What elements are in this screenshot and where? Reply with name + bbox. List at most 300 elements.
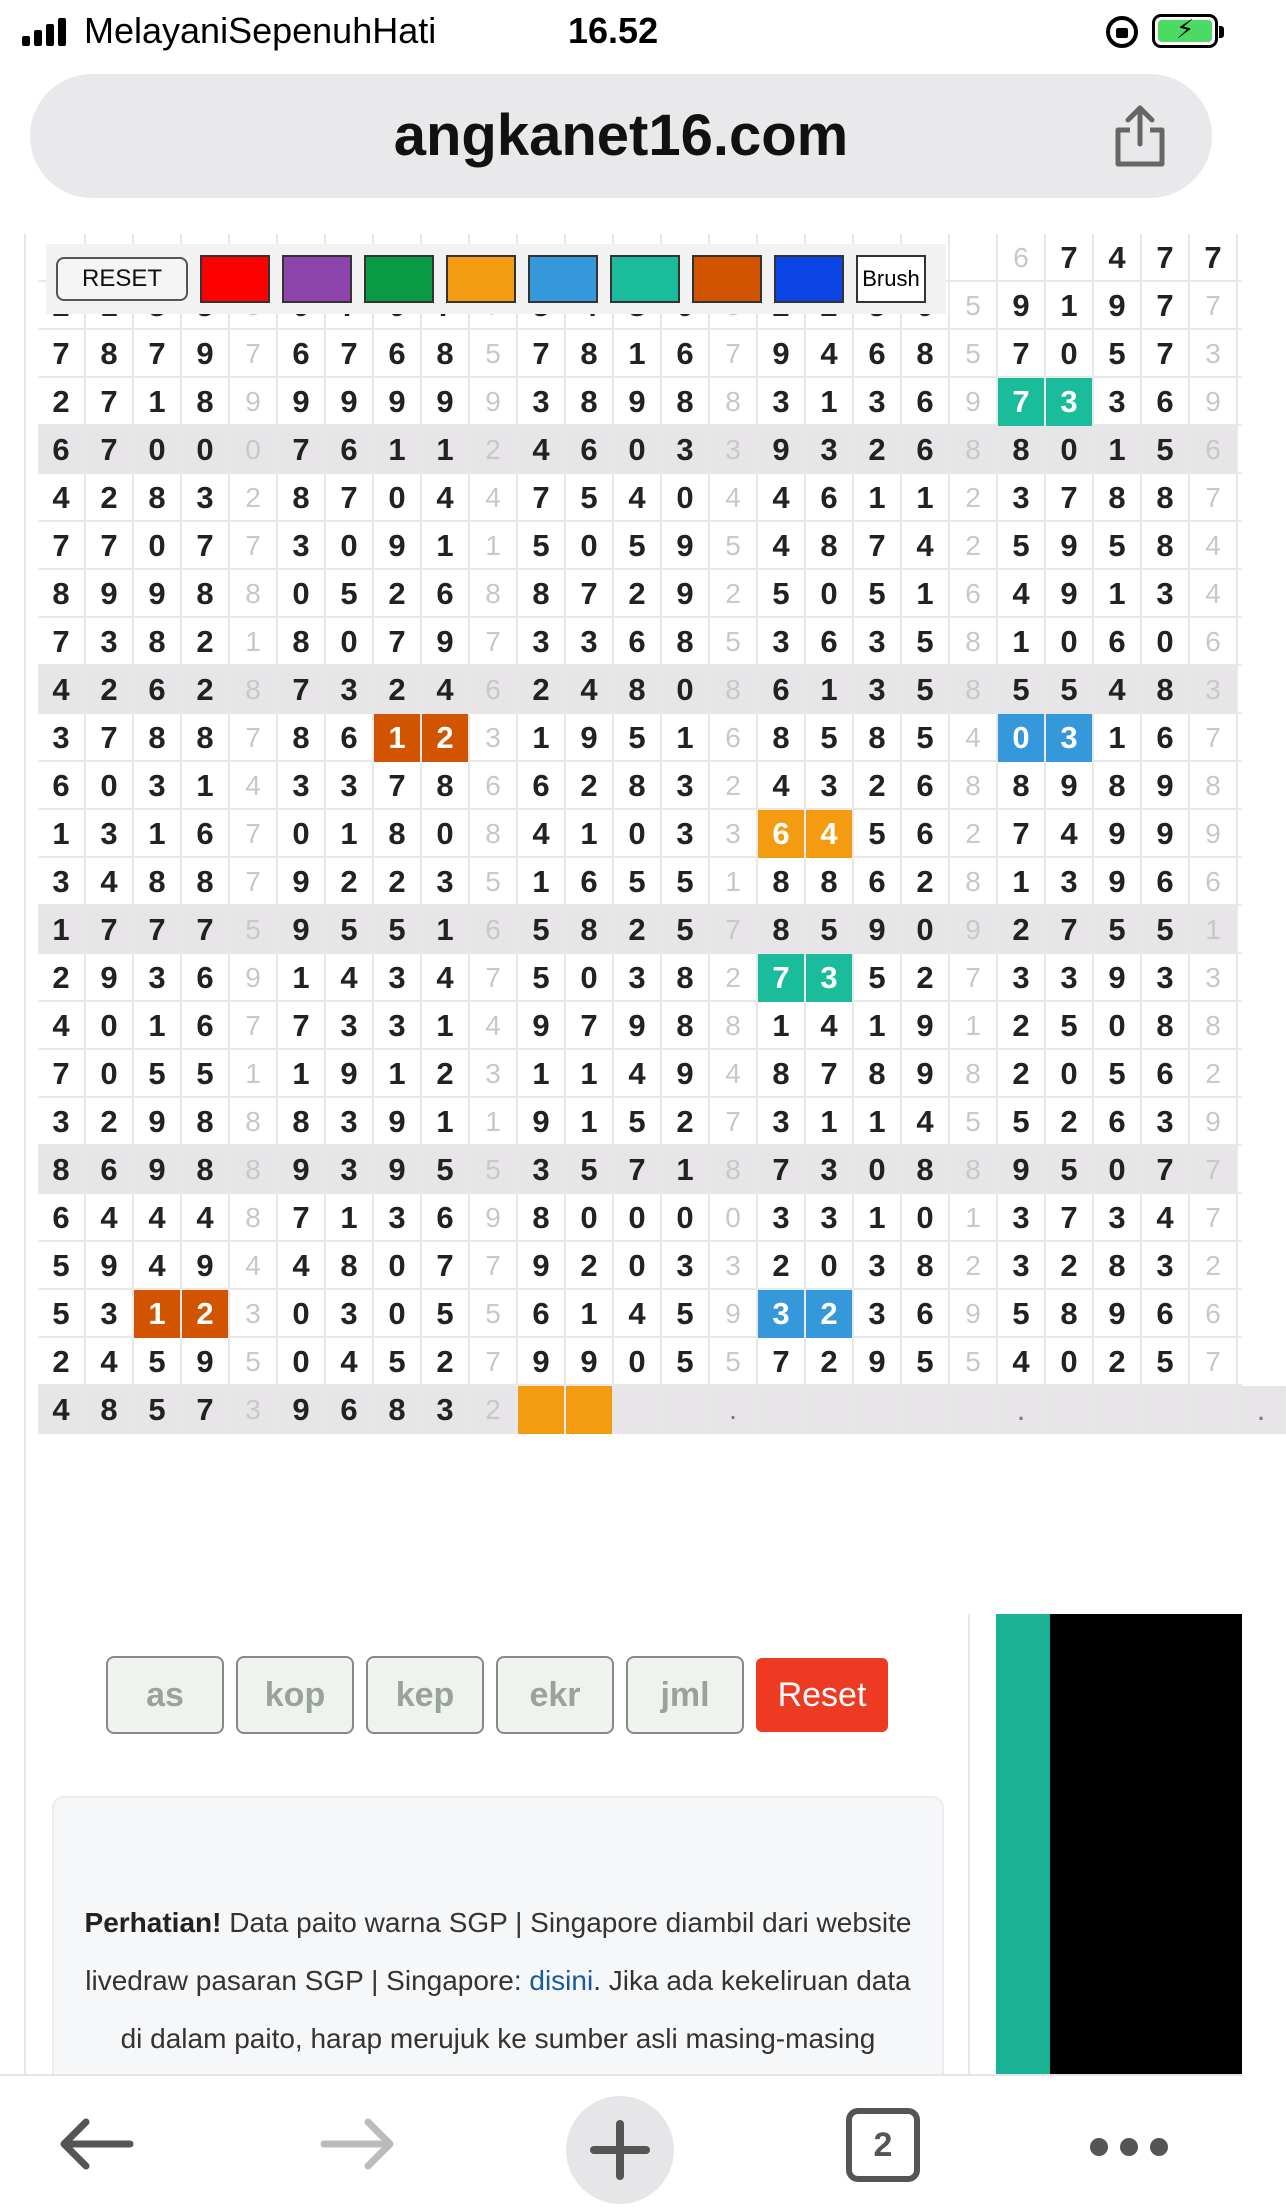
paito-cell[interactable]: 1 — [806, 1098, 854, 1146]
paito-cell[interactable]: 6 — [1190, 618, 1238, 666]
paito-cell[interactable]: 5 — [950, 282, 998, 330]
paito-cell[interactable]: 5 — [614, 1098, 662, 1146]
paito-cell[interactable]: 9 — [230, 954, 278, 1002]
paito-cell[interactable]: 7 — [38, 330, 86, 378]
paito-cell[interactable]: 2 — [326, 858, 374, 906]
paito-cell[interactable]: 5 — [710, 1338, 758, 1386]
paito-cell[interactable]: 9 — [374, 1098, 422, 1146]
paito-cell[interactable] — [806, 1386, 854, 1434]
paito-cell[interactable]: 8 — [902, 1146, 950, 1194]
paito-cell[interactable]: 5 — [998, 522, 1046, 570]
paito-cell[interactable]: 8 — [566, 378, 614, 426]
paito-cell[interactable]: 4 — [518, 810, 566, 858]
paito-cell[interactable]: 6 — [902, 426, 950, 474]
paito-cell[interactable]: 6 — [1190, 858, 1238, 906]
paito-cell[interactable]: 1 — [566, 1290, 614, 1338]
paito-cell[interactable]: 8 — [134, 858, 182, 906]
paito-cell[interactable]: 3 — [806, 954, 854, 1002]
paito-cell[interactable]: 9 — [1190, 378, 1238, 426]
paito-cell[interactable]: 1 — [902, 570, 950, 618]
paito-cell[interactable]: 9 — [230, 378, 278, 426]
paito-cell[interactable]: 9 — [326, 1050, 374, 1098]
paito-cell[interactable]: 1 — [374, 1050, 422, 1098]
paito-cell[interactable]: 3 — [806, 1146, 854, 1194]
paito-cell[interactable] — [1190, 1386, 1238, 1434]
paito-cell[interactable]: 0 — [902, 906, 950, 954]
paito-cell[interactable]: 6 — [662, 330, 710, 378]
paito-cell[interactable]: 7 — [1190, 1338, 1238, 1386]
paito-cell[interactable]: 4 — [998, 570, 1046, 618]
paito-cell[interactable]: 2 — [806, 1290, 854, 1338]
paito-cell[interactable]: 6 — [902, 810, 950, 858]
swatch-red[interactable] — [200, 255, 270, 303]
paito-cell[interactable]: 6 — [902, 378, 950, 426]
paito-cell[interactable]: 9 — [662, 1050, 710, 1098]
paito-cell[interactable]: 5 — [182, 1050, 230, 1098]
paito-cell[interactable] — [1142, 1386, 1190, 1434]
paito-cell[interactable]: 7 — [1190, 282, 1238, 330]
paito-cell[interactable]: 4 — [710, 1050, 758, 1098]
paito-cell[interactable]: 7 — [1190, 1194, 1238, 1242]
paito-cell[interactable]: 0 — [710, 1194, 758, 1242]
paito-cell[interactable]: 8 — [998, 426, 1046, 474]
paito-cell[interactable]: 5 — [806, 906, 854, 954]
paito-cell[interactable]: 0 — [566, 522, 614, 570]
paito-cell[interactable]: 1 — [902, 474, 950, 522]
paito-cell[interactable]: 6 — [566, 426, 614, 474]
paito-cell[interactable]: 0 — [1046, 1338, 1094, 1386]
paito-cell[interactable]: 9 — [902, 1050, 950, 1098]
paito-cell[interactable]: 3 — [182, 474, 230, 522]
paito-cell[interactable]: 3 — [758, 1194, 806, 1242]
paito-cell[interactable]: 4 — [614, 474, 662, 522]
paito-cell[interactable]: 2 — [902, 954, 950, 1002]
paito-cell[interactable]: 4 — [470, 1002, 518, 1050]
paito-cell[interactable]: 3 — [326, 1146, 374, 1194]
paito-cell[interactable]: 5 — [854, 570, 902, 618]
paito-cell[interactable]: 1 — [854, 1098, 902, 1146]
paito-cell[interactable]: 0 — [806, 570, 854, 618]
paito-cell[interactable]: 0 — [614, 426, 662, 474]
paito-cell[interactable]: 7 — [998, 810, 1046, 858]
paito-cell[interactable]: 5 — [518, 522, 566, 570]
paito-cell[interactable]: 6 — [326, 426, 374, 474]
paito-cell[interactable]: 3 — [1190, 330, 1238, 378]
paito-cell[interactable]: 5 — [1094, 522, 1142, 570]
paito-cell[interactable]: 0 — [614, 1242, 662, 1290]
paito-cell[interactable]: 3 — [710, 1242, 758, 1290]
paito-cell[interactable]: 6 — [1142, 1050, 1190, 1098]
paito-cell[interactable]: 7 — [134, 906, 182, 954]
paito-cell[interactable]: 4 — [86, 858, 134, 906]
paito-cell[interactable]: 1 — [854, 1002, 902, 1050]
paito-cell[interactable]: 2 — [950, 1242, 998, 1290]
paito-cell[interactable]: 7 — [134, 330, 182, 378]
paito-cell[interactable]: 0 — [662, 1194, 710, 1242]
paito-cell[interactable]: 7 — [86, 522, 134, 570]
paito-cell[interactable]: 4 — [806, 810, 854, 858]
paito-cell[interactable]: 7 — [86, 378, 134, 426]
paito-cell[interactable]: 6 — [1094, 618, 1142, 666]
paito-cell[interactable]: 5 — [422, 1146, 470, 1194]
paito-cell[interactable]: 1 — [182, 762, 230, 810]
paito-cell[interactable]: 3 — [758, 378, 806, 426]
paito-cell[interactable]: 6 — [1190, 426, 1238, 474]
paito-cell[interactable]: 3 — [38, 858, 86, 906]
paito-cell[interactable]: 8 — [230, 666, 278, 714]
paito-cell[interactable]: 6 — [470, 762, 518, 810]
paito-cell[interactable]: 8 — [662, 1002, 710, 1050]
paito-cell[interactable]: 8 — [518, 1194, 566, 1242]
paito-cell[interactable]: 9 — [1094, 858, 1142, 906]
paito-cell[interactable]: 6 — [422, 570, 470, 618]
paito-cell[interactable]: 6 — [182, 810, 230, 858]
paito-cell[interactable]: 2 — [38, 378, 86, 426]
paito-cell[interactable]: 6 — [758, 810, 806, 858]
paito-cell[interactable]: 5 — [230, 906, 278, 954]
paito-cell[interactable]: 8 — [422, 762, 470, 810]
paito-cell[interactable]: 4 — [1094, 666, 1142, 714]
paito-cell[interactable]: 0 — [230, 426, 278, 474]
paito-cell[interactable]: 4 — [806, 1002, 854, 1050]
paito-cell[interactable]: 1 — [758, 1002, 806, 1050]
paito-cell[interactable]: 3 — [854, 618, 902, 666]
paito-cell[interactable] — [518, 1386, 566, 1434]
paito-cell[interactable]: 1 — [326, 810, 374, 858]
paito-cell[interactable]: 6 — [950, 570, 998, 618]
paito-cell[interactable]: 1 — [998, 618, 1046, 666]
paito-cell[interactable]: 5 — [38, 1242, 86, 1290]
paito-cell[interactable]: 7 — [230, 810, 278, 858]
paito-cell[interactable]: 9 — [566, 714, 614, 762]
paito-cell[interactable]: 0 — [1094, 1002, 1142, 1050]
paito-cell[interactable]: 0 — [854, 1146, 902, 1194]
paito-cell[interactable]: 4 — [806, 330, 854, 378]
paito-cell[interactable]: 4 — [950, 714, 998, 762]
paito-cell[interactable]: 3 — [470, 714, 518, 762]
paito-cell[interactable]: 0 — [278, 1290, 326, 1338]
paito-cell[interactable]: 1 — [518, 714, 566, 762]
paito-cell[interactable]: 3 — [998, 474, 1046, 522]
paito-cell[interactable]: 8 — [86, 1386, 134, 1434]
paito-cell[interactable]: 3 — [374, 1002, 422, 1050]
paito-cell[interactable]: 5 — [134, 1338, 182, 1386]
paito-cell[interactable]: 2 — [422, 1050, 470, 1098]
paito-cell[interactable]: 2 — [182, 1290, 230, 1338]
paito-cell[interactable]: 2 — [422, 714, 470, 762]
paito-cell[interactable]: 9 — [134, 570, 182, 618]
paito-cell[interactable]: 5 — [950, 1338, 998, 1386]
paito-cell[interactable]: 2 — [758, 1242, 806, 1290]
paito-cell[interactable]: 1 — [710, 858, 758, 906]
brush-button[interactable]: Brush — [856, 255, 926, 303]
paito-cell[interactable]: 8 — [230, 1146, 278, 1194]
paito-cell[interactable]: 2 — [902, 858, 950, 906]
paito-cell[interactable]: 0 — [566, 954, 614, 1002]
paito-cell[interactable]: 2 — [86, 666, 134, 714]
paito-cell[interactable]: 1 — [566, 1098, 614, 1146]
paito-cell[interactable]: 3 — [374, 1194, 422, 1242]
paito-cell[interactable]: 2 — [998, 1002, 1046, 1050]
paito-cell[interactable]: 9 — [134, 1098, 182, 1146]
paito-cell[interactable]: 7 — [854, 522, 902, 570]
paito-cell[interactable]: 4 — [1094, 234, 1142, 282]
paito-cell[interactable]: 7 — [230, 330, 278, 378]
paito-cell[interactable]: 1 — [662, 714, 710, 762]
paito-cell[interactable]: 8 — [854, 714, 902, 762]
paito-cell[interactable]: 8 — [1142, 1002, 1190, 1050]
paito-cell[interactable]: 9 — [278, 858, 326, 906]
paito-cell[interactable]: 4 — [710, 474, 758, 522]
paito-cell[interactable]: 4 — [1046, 810, 1094, 858]
paito-cell[interactable]: 9 — [278, 1386, 326, 1434]
paito-cell[interactable]: 4 — [1142, 1194, 1190, 1242]
paito-cell[interactable]: 7 — [278, 1002, 326, 1050]
paito-cell[interactable]: 9 — [854, 906, 902, 954]
paito-cell[interactable]: 2 — [1094, 1338, 1142, 1386]
paito-cell[interactable]: 9 — [518, 1338, 566, 1386]
paito-cell[interactable]: 3 — [326, 1002, 374, 1050]
paito-cell[interactable]: 2 — [230, 474, 278, 522]
paito-cell[interactable]: 3 — [758, 618, 806, 666]
paito-cell[interactable]: 3 — [470, 1050, 518, 1098]
paito-cell[interactable]: 7 — [1046, 906, 1094, 954]
paito-cell[interactable]: 0 — [614, 810, 662, 858]
paito-cell[interactable]: 8 — [950, 618, 998, 666]
paito-cell[interactable]: 9 — [998, 1146, 1046, 1194]
paito-cell[interactable]: 5 — [374, 906, 422, 954]
paito-cell[interactable]: 3 — [1094, 1194, 1142, 1242]
paito-cell[interactable]: 5 — [470, 858, 518, 906]
paito-cell[interactable]: 9 — [134, 1146, 182, 1194]
paito-cell[interactable]: 3 — [86, 618, 134, 666]
paito-cell[interactable]: 4 — [230, 1242, 278, 1290]
paito-cell[interactable]: 7 — [230, 1002, 278, 1050]
swatch-green[interactable] — [364, 255, 434, 303]
paito-cell[interactable]: 2 — [374, 858, 422, 906]
kop-button[interactable]: kop — [236, 1656, 354, 1734]
paito-cell[interactable]: 5 — [902, 714, 950, 762]
paito-cell[interactable]: 4 — [758, 762, 806, 810]
paito-cell[interactable]: 5 — [758, 570, 806, 618]
paito-cell[interactable]: 4 — [182, 1194, 230, 1242]
paito-cell[interactable]: 7 — [278, 426, 326, 474]
paito-cell[interactable]: 0 — [1046, 1050, 1094, 1098]
paito-cell[interactable]: 0 — [998, 714, 1046, 762]
paito-cell[interactable]: 2 — [566, 1242, 614, 1290]
paito-cell[interactable]: 8 — [758, 906, 806, 954]
paito-cell[interactable]: 8 — [470, 810, 518, 858]
paito-cell[interactable]: 1 — [518, 858, 566, 906]
paito-cell[interactable]: 1 — [38, 906, 86, 954]
back-arrow-icon[interactable] — [56, 2114, 136, 2174]
paito-cell[interactable]: 3 — [326, 1290, 374, 1338]
paito-cell[interactable]: 6 — [902, 762, 950, 810]
paito-cell[interactable]: 3 — [662, 426, 710, 474]
swatch-orange[interactable] — [446, 255, 516, 303]
paito-cell[interactable]: 9 — [614, 1002, 662, 1050]
paito-cell[interactable]: 9 — [470, 378, 518, 426]
paito-cell[interactable]: 9 — [998, 282, 1046, 330]
paito-cell[interactable]: 6 — [902, 1290, 950, 1338]
paito-cell[interactable]: 8 — [710, 1146, 758, 1194]
paito-cell[interactable]: 1 — [422, 906, 470, 954]
paito-cell[interactable]: 7 — [86, 906, 134, 954]
paito-cell[interactable]: 0 — [86, 1050, 134, 1098]
paito-cell[interactable]: 5 — [998, 1098, 1046, 1146]
paito-cell[interactable]: 8 — [758, 1050, 806, 1098]
paito-cell[interactable]: 3 — [230, 1290, 278, 1338]
paito-cell[interactable]: 9 — [758, 330, 806, 378]
paito-cell[interactable]: 7 — [1046, 234, 1094, 282]
paito-cell[interactable]: 9 — [710, 1290, 758, 1338]
paito-cell[interactable]: 8 — [278, 714, 326, 762]
paito-cell[interactable]: 8 — [38, 1146, 86, 1194]
paito-cell[interactable]: 9 — [422, 618, 470, 666]
paito-cell[interactable]: 5 — [1046, 1146, 1094, 1194]
paito-cell[interactable]: 1 — [134, 810, 182, 858]
paito-cell[interactable]: 8 — [566, 330, 614, 378]
paito-cell[interactable]: 3 — [662, 762, 710, 810]
paito-cell[interactable]: 8 — [950, 666, 998, 714]
paito-cell[interactable]: 6 — [182, 1002, 230, 1050]
paito-cell[interactable]: 7 — [182, 906, 230, 954]
paito-cell[interactable]: 6 — [134, 666, 182, 714]
paito-cell[interactable]: 9 — [1094, 1290, 1142, 1338]
paito-cell[interactable]: 0 — [86, 762, 134, 810]
paito-cell[interactable]: 6 — [806, 474, 854, 522]
paito-cell[interactable]: 7 — [1046, 1194, 1094, 1242]
paito-cell[interactable]: 8 — [1094, 474, 1142, 522]
paito-cell[interactable]: 7 — [518, 474, 566, 522]
paito-cell[interactable]: 8 — [662, 378, 710, 426]
paito-cell[interactable]: 2 — [662, 1098, 710, 1146]
paito-cell[interactable]: 3 — [662, 810, 710, 858]
paito-cell[interactable]: 3 — [854, 1290, 902, 1338]
paito-cell[interactable]: 7 — [1190, 714, 1238, 762]
paito-cell[interactable]: 3 — [662, 1242, 710, 1290]
paito-cell[interactable]: 9 — [950, 1290, 998, 1338]
paito-cell[interactable]: 8 — [1190, 1002, 1238, 1050]
paito-cell[interactable]: 3 — [566, 618, 614, 666]
paito-cell[interactable]: 2 — [38, 954, 86, 1002]
paito-cell[interactable]: 9 — [614, 378, 662, 426]
paito-cell[interactable]: 3 — [38, 714, 86, 762]
paito-cell[interactable]: 3 — [278, 522, 326, 570]
paito-cell[interactable]: 1 — [134, 1290, 182, 1338]
paito-cell[interactable]: . — [710, 1386, 758, 1434]
paito-cell[interactable]: 5 — [710, 522, 758, 570]
paito-cell[interactable]: 4 — [38, 1002, 86, 1050]
paito-cell[interactable]: 0 — [662, 666, 710, 714]
paito-cell[interactable]: 7 — [710, 330, 758, 378]
paito-cell[interactable]: 6 — [38, 762, 86, 810]
paito-cell[interactable]: 6 — [86, 1146, 134, 1194]
paito-cell[interactable]: 7 — [470, 618, 518, 666]
paito-cell[interactable]: 3 — [134, 762, 182, 810]
swatch-purple[interactable] — [282, 255, 352, 303]
paito-cell[interactable]: 3 — [1142, 1098, 1190, 1146]
paito-cell[interactable]: 3 — [278, 762, 326, 810]
paito-cell[interactable]: 8 — [182, 570, 230, 618]
paito-cell[interactable]: 9 — [902, 1002, 950, 1050]
paito-cell[interactable]: 8 — [950, 1146, 998, 1194]
paito-cell[interactable]: 0 — [662, 474, 710, 522]
paito-cell[interactable]: 4 — [1190, 570, 1238, 618]
paito-cell[interactable]: 1 — [278, 1050, 326, 1098]
paito-cell[interactable]: 8 — [518, 570, 566, 618]
paito-cell[interactable]: 4 — [422, 474, 470, 522]
paito-cell[interactable]: 5 — [950, 1098, 998, 1146]
paito-cell[interactable]: 3 — [86, 810, 134, 858]
paito-cell[interactable]: 3 — [710, 810, 758, 858]
paito-cell[interactable]: 6 — [998, 234, 1046, 282]
paito-cell[interactable]: 5 — [566, 474, 614, 522]
paito-cell[interactable]: 5 — [422, 1290, 470, 1338]
paito-cell[interactable] — [1094, 1386, 1142, 1434]
paito-cell[interactable]: 8 — [710, 1002, 758, 1050]
paito-cell[interactable]: 7 — [86, 426, 134, 474]
paito-cell[interactable]: 5 — [1094, 330, 1142, 378]
swatch-teal[interactable] — [610, 255, 680, 303]
paito-cell[interactable]: 7 — [422, 1242, 470, 1290]
paito-cell[interactable]: 5 — [902, 1338, 950, 1386]
paito-cell[interactable]: 7 — [710, 906, 758, 954]
paito-cell[interactable]: 7 — [566, 570, 614, 618]
forward-arrow-icon[interactable] — [318, 2114, 398, 2174]
paito-cell[interactable]: 3 — [518, 618, 566, 666]
paito-cell[interactable]: 7 — [998, 330, 1046, 378]
paito-cell[interactable]: 7 — [470, 954, 518, 1002]
paito-cell[interactable]: 8 — [710, 666, 758, 714]
paito-cell[interactable]: 8 — [230, 1098, 278, 1146]
paito-cell[interactable]: 4 — [38, 666, 86, 714]
paito-cell[interactable]: 2 — [710, 570, 758, 618]
paito-cell[interactable]: 9 — [182, 1242, 230, 1290]
paito-cell[interactable] — [950, 234, 998, 282]
paito-cell[interactable]: 8 — [422, 330, 470, 378]
paito-cell[interactable]: 2 — [1046, 1242, 1094, 1290]
paito-cell[interactable]: 1 — [998, 858, 1046, 906]
paito-cell[interactable]: 3 — [1190, 666, 1238, 714]
paito-cell[interactable]: 4 — [86, 1194, 134, 1242]
paito-cell[interactable]: 6 — [1142, 378, 1190, 426]
paito-cell[interactable]: 1 — [422, 426, 470, 474]
paito-cell[interactable]: 7 — [374, 762, 422, 810]
paito-cell[interactable]: 9 — [854, 1338, 902, 1386]
paito-cell[interactable]: 3 — [710, 426, 758, 474]
paito-cell[interactable]: 3 — [326, 1098, 374, 1146]
paito-cell[interactable]: 5 — [998, 1290, 1046, 1338]
paito-cell[interactable]: 5 — [806, 714, 854, 762]
paito-cell[interactable]: 6 — [182, 954, 230, 1002]
paito-cell[interactable]: 5 — [134, 1050, 182, 1098]
paito-cell[interactable]: 8 — [230, 1194, 278, 1242]
paito-cell[interactable]: 7 — [230, 858, 278, 906]
paito-cell[interactable]: 7 — [230, 714, 278, 762]
paito-cell[interactable]: 3 — [134, 954, 182, 1002]
paito-cell[interactable]: 6 — [326, 714, 374, 762]
paito-cell[interactable]: 6 — [38, 1194, 86, 1242]
paito-cell[interactable]: 2 — [950, 474, 998, 522]
paito-cell[interactable]: 6 — [518, 762, 566, 810]
paito-cell[interactable]: 1 — [614, 330, 662, 378]
paito-cell[interactable]: 9 — [662, 522, 710, 570]
paito-cell[interactable]: 7 — [1190, 234, 1238, 282]
paito-cell[interactable]: 4 — [326, 954, 374, 1002]
paito-cell[interactable]: 8 — [38, 570, 86, 618]
paito-cell[interactable]: 2 — [806, 1338, 854, 1386]
